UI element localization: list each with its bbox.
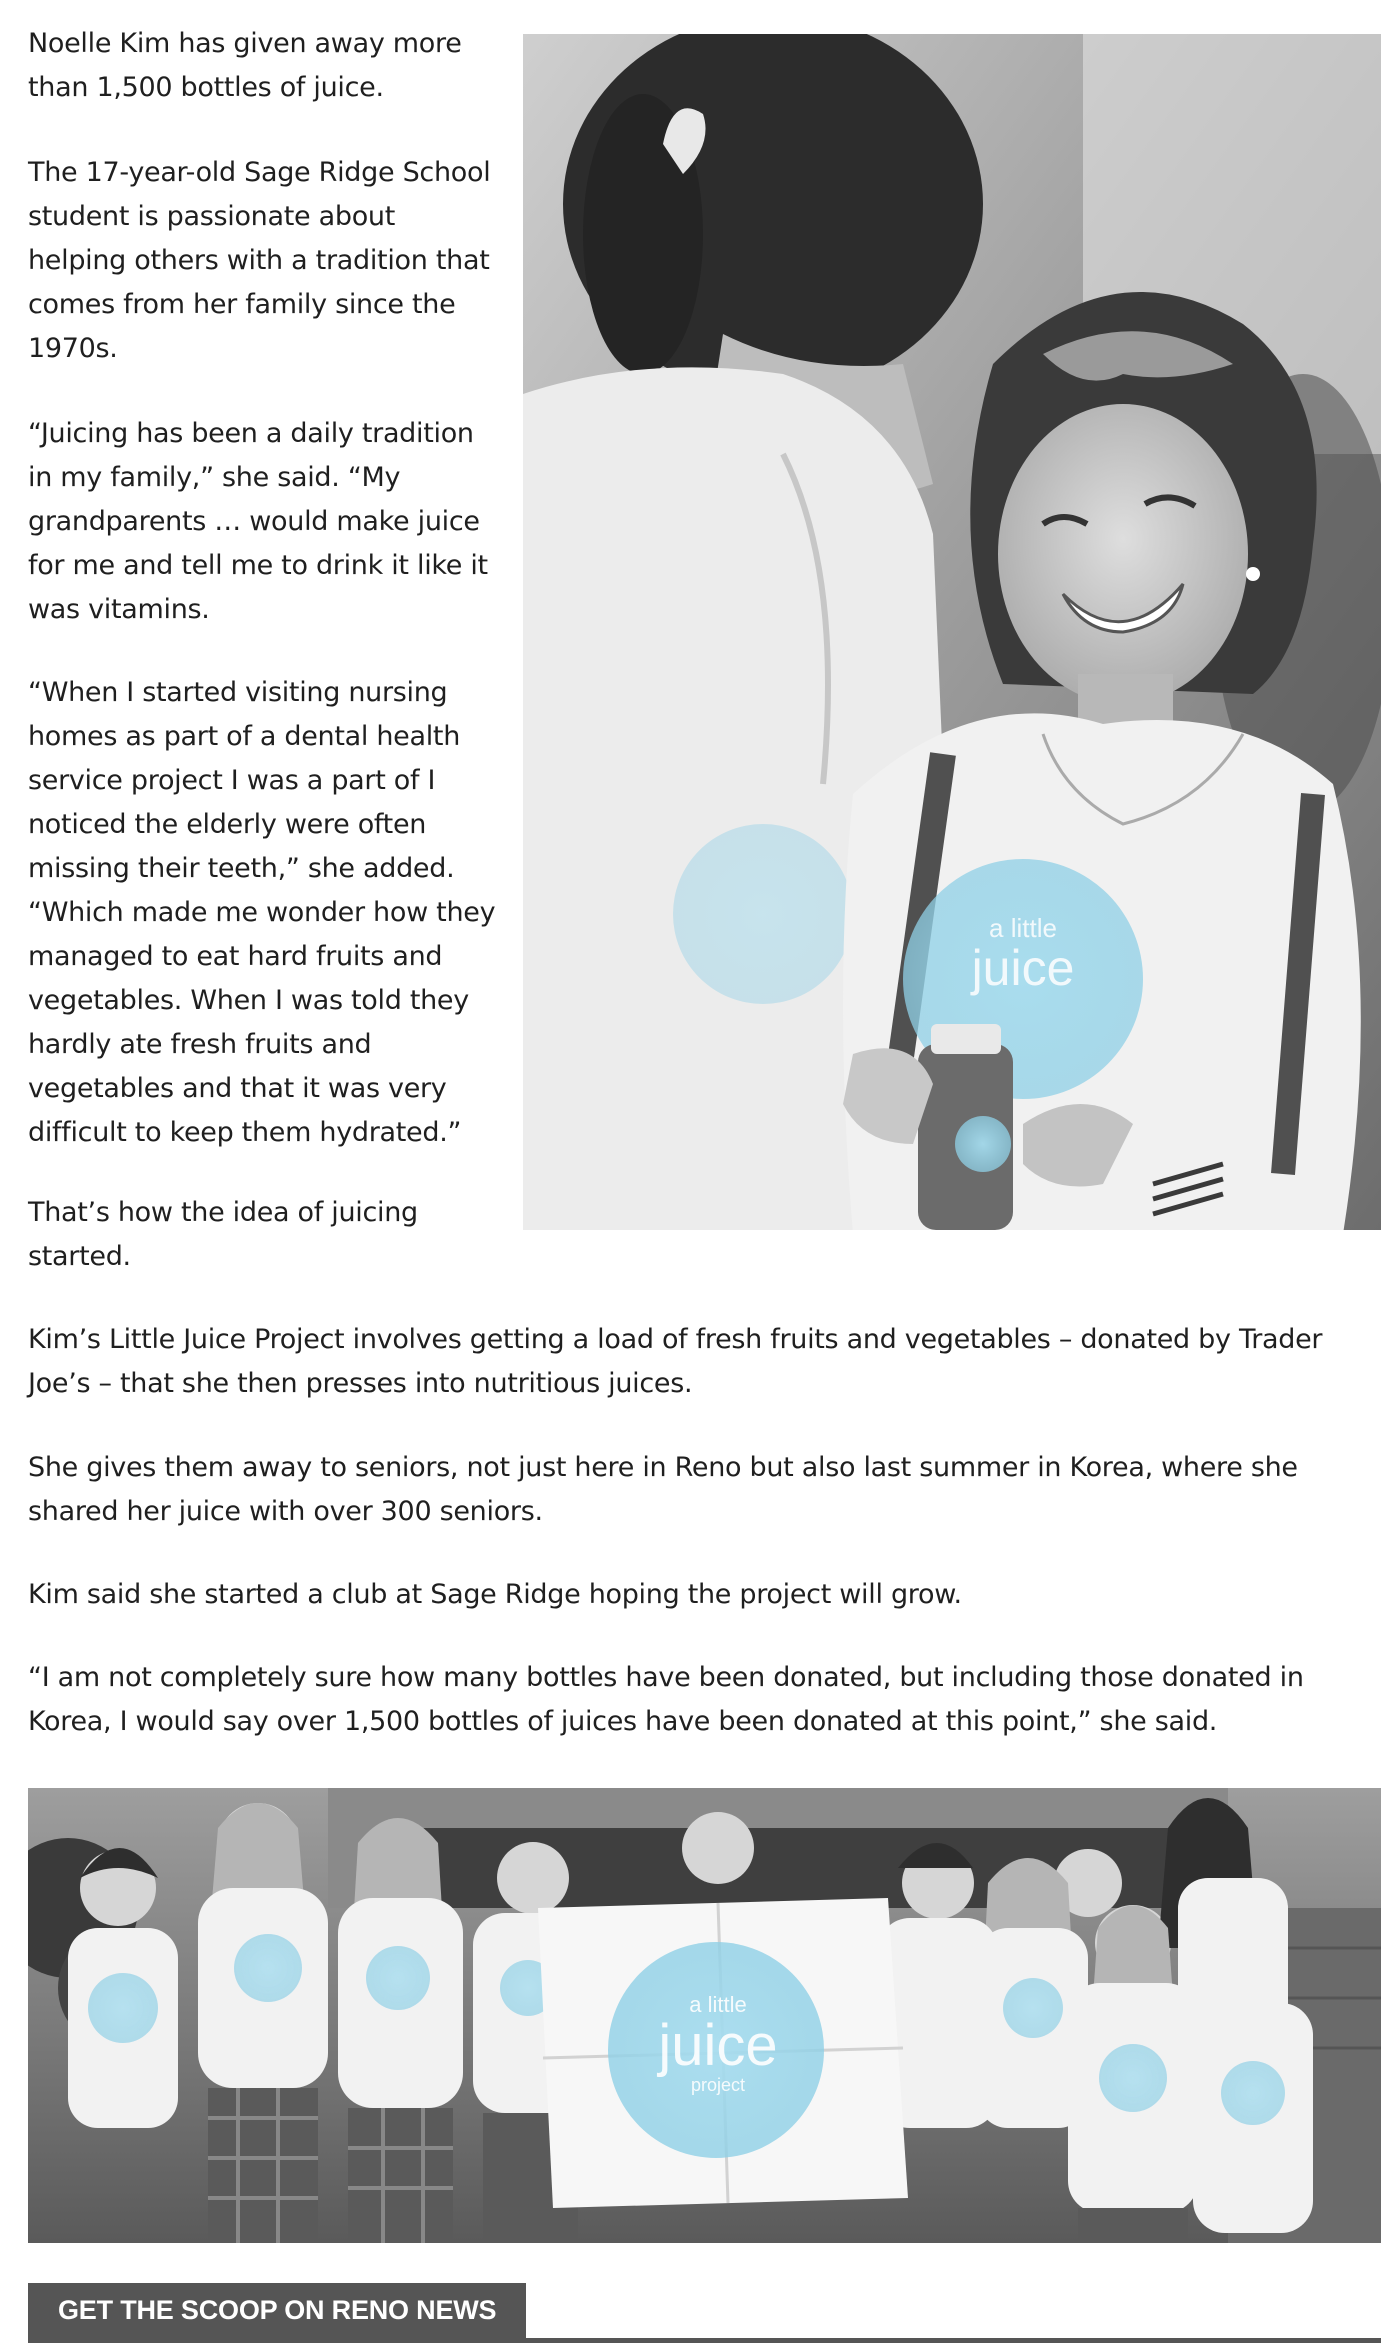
- banner-logo-line-1: a little: [689, 1992, 747, 2017]
- photo-girls-illustration: [523, 34, 1381, 1230]
- get-the-scoop-heading[interactable]: GET THE SCOOP ON RENO NEWS: [28, 2283, 529, 2338]
- paragraph-2: The 17-year-old Sage Ridge School student is passionate about helping others with a tradition that comes from her family since the 1970s.: [28, 157, 491, 364]
- paragraph-6: Kim’s Little Juice Project involves getting a load of fresh fruits and vegetables – donated by Trader Joe’s – that she then presses into nutritious juices.: [28, 1324, 1323, 1399]
- paragraph-5: That’s how the idea of juicing started.: [28, 1197, 418, 1272]
- photo-girls-smiling: [523, 34, 1381, 1230]
- banner-logo-line-3: project: [690, 2075, 746, 2095]
- banner-logo-text: [613, 1993, 823, 2095]
- paragraph-8: Kim said she started a club at Sage Ridge hoping the project will grow.: [28, 1579, 962, 1610]
- paragraph-4: “When I started visiting nursing homes as part of a dental health service project I was a part of I noticed the elderly were often missing their teeth,” she added. “Which made me wonder how they managed to eat hard fruits and vegetables. When I was told they hardly ate fresh fruits and vegetables and that it was very difficult to keep them hydrated.”: [28, 677, 496, 1148]
- section-header: [28, 2283, 1381, 2343]
- section-header-rule: [28, 2338, 1381, 2343]
- paragraph-1: Noelle Kim has given away more than 1,500 bottles of juice.: [28, 28, 462, 103]
- logo-line-1: a little: [989, 913, 1057, 943]
- logo-line-2: juice: [971, 940, 1075, 996]
- shirt-logo-text: [918, 914, 1128, 994]
- paragraph-3: “Juicing has been a daily tradition in my family,” she said. “My grandparents … would make juice for me and tell me to drink it like it was vitamins.: [28, 418, 488, 625]
- paragraph-9: “I am not completely sure how many bottles have been donated, but including those donated in Korea, I would say over 1,500 bottles of juices have been donated at this point,” she said.: [28, 1662, 1304, 1737]
- paragraph-7: She gives them away to seniors, not just here in Reno but also last summer in Korea, where she shared her juice with over 300 seniors.: [28, 1452, 1298, 1527]
- banner-logo-line-2: juice: [658, 2013, 778, 2078]
- photo-group-banner: [28, 1788, 1381, 2243]
